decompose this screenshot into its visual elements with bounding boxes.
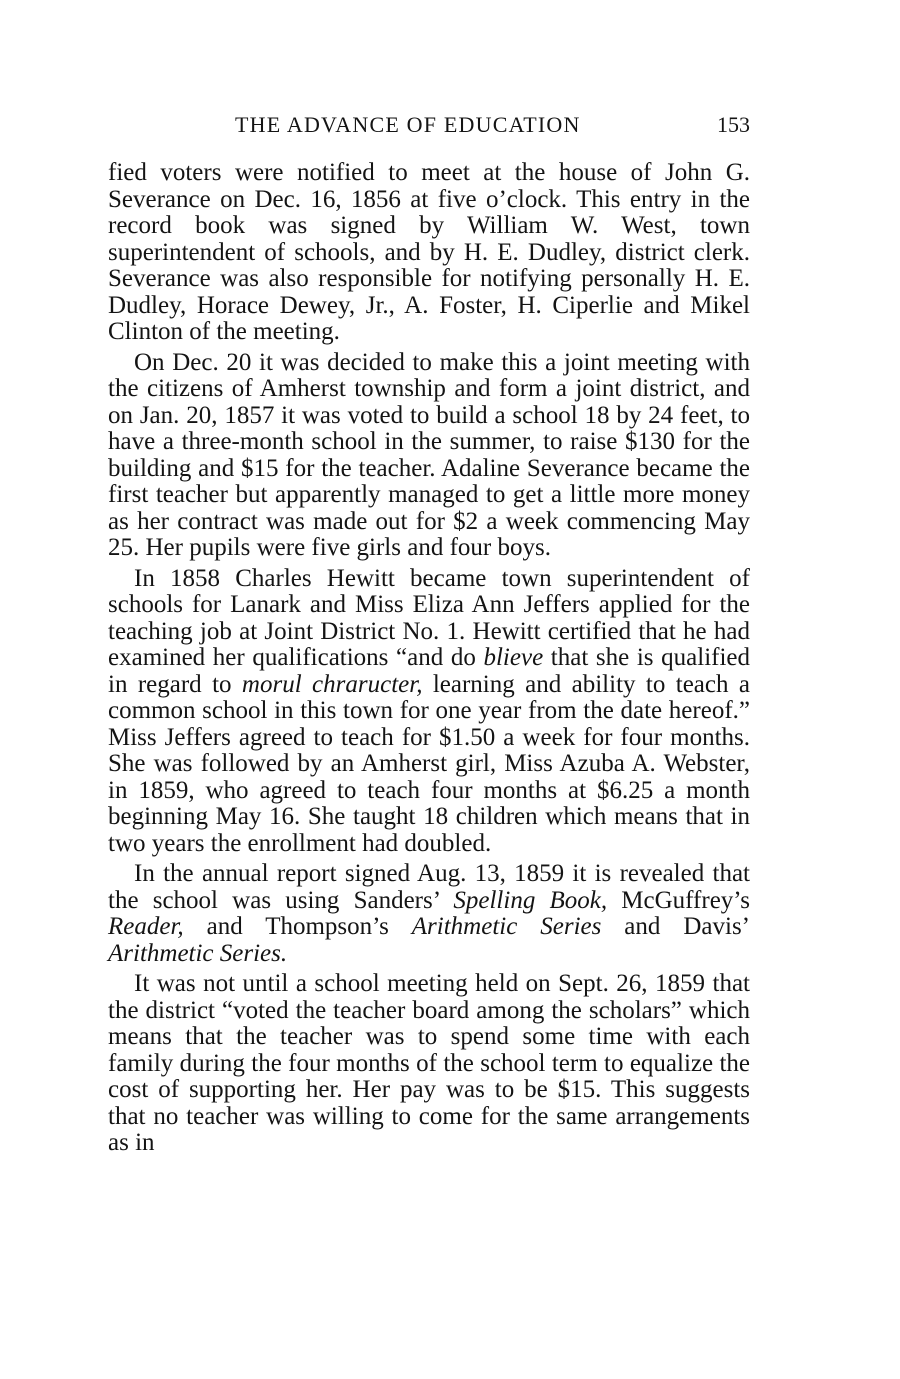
paragraph-text: learning and ability to teach a common school in this town for one year from the date hereof.” Miss Jeffers agreed to teach for $1.50 a week for four months. She was followed by an Amherst girl, Miss Azuba A. Webster, in 1859, who agreed to teach four months at $6.25 a month beginning May 16. She taught 18 children which means that in two years the enrollment had doubled. <box>108 670 750 857</box>
paragraph-text: and Davis’ <box>601 913 750 940</box>
paragraph-text: McGuffrey’s <box>607 886 750 914</box>
paragraph <box>108 861 750 967</box>
italic-title-text: Arithmetic Series. <box>108 939 288 967</box>
italic-title-text: blieve <box>483 644 544 671</box>
paragraph <box>108 350 750 562</box>
running-head <box>108 110 750 140</box>
italic-title-text: Reader, <box>108 913 184 940</box>
body-text <box>108 160 750 1157</box>
page-number: 153 <box>717 112 750 137</box>
paragraph-text: that she is qualified in regard to <box>108 644 751 698</box>
paragraph <box>108 160 750 346</box>
paragraph-text: In 1858 Charles Hewitt became town superintendent of schools for Lanark and Miss Eliza Ann Jeffers applied for the teaching job at Joint District No. 1. Hewitt certified that he had examined her qualifications “and do <box>108 564 750 671</box>
paragraph <box>108 971 750 1157</box>
italic-title-text: Arithmetic Series <box>411 913 602 940</box>
paragraph-text: In the annual report signed Aug. 13, 1859 it is revealed that the school was using Sanders’ <box>108 860 750 914</box>
paragraph-text: On Dec. 20 it was decided to make this a joint meeting with the citizens of Amherst township and form a joint district, and on Jan. 20, 1857 it was voted to build a school 18 by 24 feet, to have a three-month school in the summer, to raise $130 for the building and $15 for the teacher. Adaline Severance became the first teacher but apparently managed to get a little more money as her contract was made out for $2 a week commencing May 25. Her pupils were five girls and four boys. <box>108 348 750 561</box>
paragraph-text: It was not until a school meeting held on Sept. 26, 1859 that the district “voted the teacher board among the scholars” which means that the teacher was to spend some time with each family during the four months of the school term to equalize the cost of supporting her. Her pay was to be $15. This suggests that no teacher was willing to come for the same arrangements as in <box>108 970 750 1156</box>
italic-title-text: Spelling Book, <box>453 886 608 914</box>
running-title: THE ADVANCE OF EDUCATION <box>235 112 581 137</box>
paragraph-text: and Thompson’s <box>183 913 412 940</box>
italic-title-text: morul chraructer, <box>241 670 423 698</box>
paragraph <box>108 566 750 858</box>
paragraph-text: fied voters were notified to meet at the house of John G. Severance on Dec. 16, 1856 at five o’clock. This entry in the record book was signed by William W. West, town superintendent of schools, and by H. E. Dudley, district clerk. Severance was also responsible for notifying personally H. E. Dudley, Horace Dewey, Jr., A. Foster, H. Ciperlie and Mikel Clinton of the meeting. <box>108 159 750 345</box>
